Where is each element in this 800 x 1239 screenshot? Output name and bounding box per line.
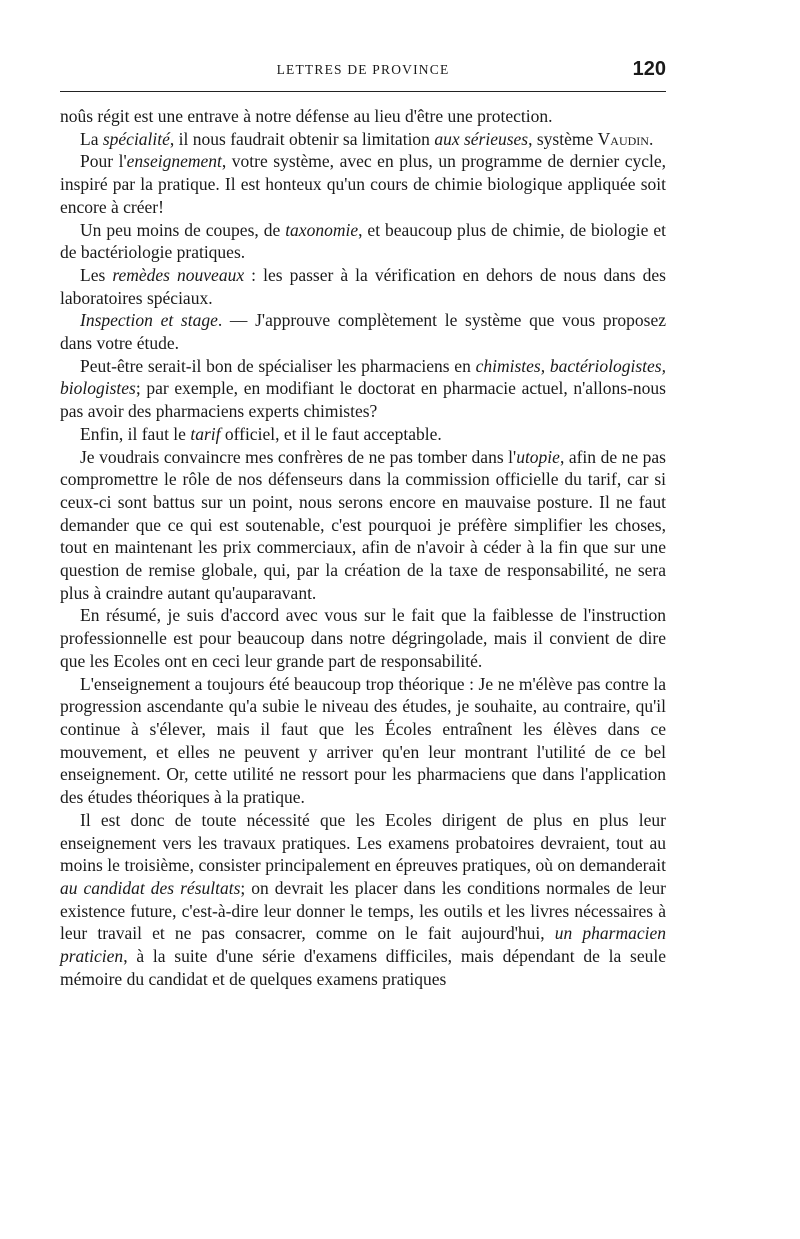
- paragraph: [60, 809, 666, 991]
- italic-text: aux sérieuses: [434, 128, 529, 149]
- running-head: LETTRES DE PROVINCE: [276, 62, 450, 77]
- paragraph: [60, 219, 666, 264]
- paragraph-text: , afin de ne pas compromettre le rôle de nos défenseurs dans la commission officielle du tarif, car si ceux-ci sont battus sur un point, nous serons encore en mauvaise posture. Il ne faut demander que ce qui est soutenable, c'est pourquoi je préfère simplifier les choses, tout en maintenant les prix commerciaux, afin de n'avoir à céder à la fin que sur une question de remise globale, qui, par la création de la taxe de responsabilité, ne sera plus à craindre autant qu'auparavant.: [60, 446, 666, 603]
- paragraph-text: L'enseignement a toujours été beaucoup trop théorique : Je ne m'élève pas contre la progression ascendante qu'a subie le niveau des études, je souhaite, au contraire, qu'il continue à s'élever, mais il faut que les Écoles entraînent les élèves dans ce mouvement, et elles ne peuvent y arriver qu'en leur montrant l'utilité de ce bel enseignement. Or, cette utilité ne ressort pour les pharmaciens que dans l'application des études théoriques à la pratique.: [60, 673, 666, 808]
- italic-text: remèdes nouveaux: [112, 264, 245, 285]
- paragraph-text: , il nous faudrait obtenir sa limitation: [169, 128, 435, 149]
- italic-text: chimistes, bactériologistes, biologistes: [60, 355, 666, 399]
- paragraph: [60, 309, 666, 354]
- book-page: [60, 58, 666, 990]
- paragraph: [60, 423, 666, 446]
- paragraph-text: ; par exemple, en modifiant le doctorat en pharmacie actuel, n'allons-nous pas avoir des pharmaciens experts chimistes?: [60, 378, 666, 422]
- paragraph-text: Les: [80, 264, 113, 285]
- paragraph-text: : les passer à la vérification en dehors de nous dans des laboratoires spéciaux.: [60, 264, 666, 308]
- paragraph-text: officiel, et il le faut acceptable.: [220, 423, 442, 444]
- paragraph: [60, 446, 666, 605]
- paragraph-text: En résumé, je suis d'accord avec vous sur le fait que la faiblesse de l'instruction professionnelle est pour beaucoup dans notre dégringolade, mais il convient de dire que les Ecoles ont en ceci leur grande part de responsabilité.: [60, 605, 666, 671]
- italic-text: un pharmacien praticien: [60, 923, 666, 967]
- paragraph: [60, 264, 666, 309]
- italic-text: spécialité: [102, 128, 170, 149]
- paragraph: [60, 355, 666, 423]
- italic-text: utopie: [516, 446, 560, 467]
- paragraph-text: . — J'approuve complètement le système que vous proposez dans votre étude.: [60, 310, 666, 354]
- paragraph-text: Peut-être serait-il bon de spécialiser les pharmaciens en: [80, 355, 476, 376]
- paragraph: [60, 150, 666, 218]
- page-number: 120: [632, 58, 666, 80]
- paragraph-text: La: [80, 128, 103, 149]
- paragraph-text: Je voudrais convaincre mes confrères de ne pas tomber dans l': [80, 446, 517, 467]
- italic-text: tarif: [190, 423, 221, 444]
- header-rule: [60, 91, 666, 92]
- paragraph-text: Un peu moins de coupes, de: [80, 219, 286, 240]
- paragraph-text: Pour l': [80, 151, 127, 172]
- body-text: [60, 105, 666, 990]
- paragraph-text: noûs régit est une entrave à notre défense au lieu d'être une protection.: [60, 106, 553, 126]
- italic-text: taxonomie: [285, 219, 359, 240]
- italic-text: au candidat des résultats: [60, 877, 241, 898]
- page-header: [60, 58, 666, 88]
- paragraph-text: , à la suite d'une série d'examens difficiles, mais dépendant de la seule mémoire du candidat et de quelques examens pratiques: [60, 946, 666, 989]
- paragraph: [60, 128, 666, 151]
- italic-text: Inspection et stage: [80, 310, 218, 331]
- paragraph-text: , votre système, avec en plus, un programme de dernier cycle, inspiré par la pratique. Il est honteux qu'un cours de chimie biologique appliquée soit encore à créer!: [60, 151, 666, 217]
- italic-text: enseignement: [126, 151, 222, 172]
- paragraph: [60, 673, 666, 809]
- paragraph-text: , et beaucoup plus de chimie, de biologie et de bactériologie pratiques.: [60, 219, 666, 263]
- paragraph-text: ; on devrait les placer dans les conditions normales de leur existence future, c'est-à-dire leur donner le temps, les outils et les livres nécessaires à leur travail et ne pas consacrer, comme on le fait aujourd'hui,: [60, 877, 666, 944]
- paragraph: [60, 105, 666, 128]
- smallcaps-text: Vaudin: [597, 128, 649, 149]
- paragraph-text: Enfin, il faut le: [80, 423, 191, 444]
- paragraph: [60, 604, 666, 672]
- paragraph-text: .: [648, 128, 654, 149]
- paragraph-text: Il est donc de toute nécessité que les Ecoles dirigent de plus en plus leur enseignement vers les travaux pratiques. Les examens probatoires devraient, tout au moins le troisième, consister principalement en épreuves pratiques, où on demanderait: [60, 809, 666, 876]
- paragraph-text: , système: [528, 128, 598, 149]
